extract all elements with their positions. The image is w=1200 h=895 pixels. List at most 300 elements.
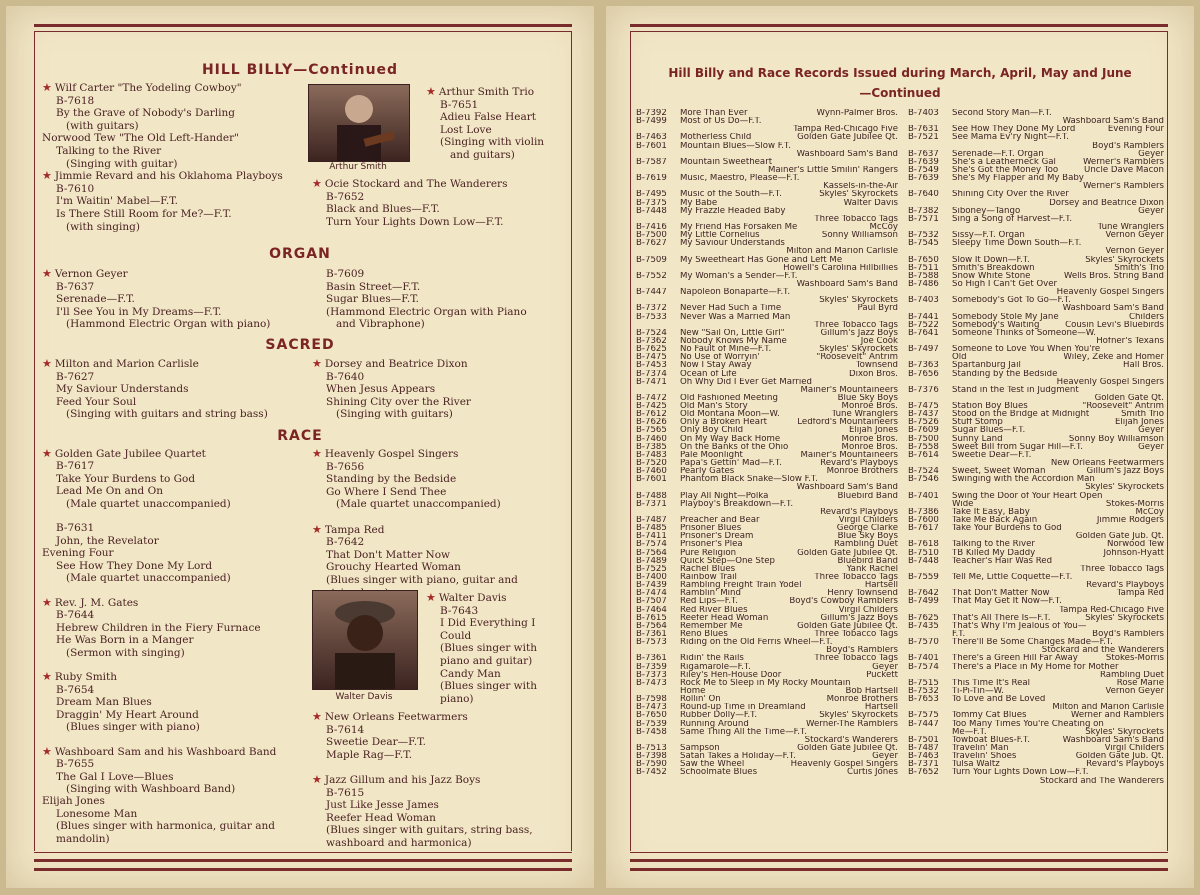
- catalog-number: B-7385: [636, 442, 667, 451]
- artist-name: George Clarke: [836, 524, 898, 533]
- song-title: Never Was a Married Man: [680, 312, 791, 321]
- catalog-number: B-7452: [636, 768, 667, 777]
- entry-text: Tampa Red: [324, 523, 385, 536]
- walter-davis-photo: [312, 590, 418, 690]
- star-icon: ★: [312, 522, 322, 536]
- record-row: [908, 410, 1164, 418]
- entry-text: Could: [440, 629, 472, 642]
- bottom-rule: [630, 859, 1168, 862]
- artist-name: New Orleans Feetwarmers: [1050, 459, 1164, 468]
- catalog-number: B-7371: [908, 760, 939, 769]
- artist-name: Skyles' Skyrockets: [819, 190, 898, 199]
- song-title: Prisoner Blues: [680, 524, 742, 533]
- record-row: [908, 231, 1164, 239]
- star-icon: ★: [42, 447, 52, 460]
- artist-name: Geyer: [1138, 149, 1164, 158]
- entry-line: [42, 498, 276, 510]
- bottom-rule: [34, 859, 572, 862]
- artist-name: Boyd's Cowboy Ramblers: [789, 597, 898, 606]
- entry-text: (Blues singer with guitars, string bass,: [326, 824, 533, 837]
- record-row: [908, 207, 1164, 215]
- artist-name: Hartsell: [864, 581, 898, 590]
- record-row: [908, 606, 1164, 614]
- artist-name: Milton and Marion Carlisle: [786, 247, 898, 256]
- entry-line: [42, 95, 283, 108]
- catalog-number: B-7485: [636, 524, 667, 533]
- song-title: Tommy Cat Blues: [952, 711, 1027, 720]
- catalog-number: B-7545: [908, 239, 939, 248]
- catalog-number: B-7416: [636, 222, 667, 232]
- song-title: Siboney—Tango: [952, 206, 1021, 215]
- catalog-number: B-7652: [908, 768, 939, 777]
- record-row: [636, 418, 898, 426]
- song-title: Sweet Bill from Sugar Hill—F.T.: [952, 442, 1084, 451]
- record-row: [636, 394, 898, 402]
- record-row: [636, 386, 898, 394]
- record-row: [908, 622, 1164, 630]
- entry-line: [42, 195, 283, 208]
- song-title: On My Way Back Home: [680, 434, 781, 443]
- catalog-number: B-7499: [908, 597, 939, 606]
- record-row: [636, 402, 898, 410]
- catalog-number: B-7447: [636, 288, 667, 297]
- song-title: Somebody's Got To Go—F.T.: [952, 296, 1071, 305]
- entry-text: Sweetie Dear—F.T.: [326, 736, 426, 749]
- entry-line: [312, 383, 471, 396]
- catalog-number: B-7472: [636, 393, 667, 403]
- record-row: [636, 451, 898, 459]
- record-row: [908, 133, 1164, 141]
- entry-line: [312, 306, 527, 319]
- entry-line: [426, 630, 537, 643]
- song-title: Rainbow Trail: [680, 573, 737, 582]
- entry-line: [426, 124, 544, 137]
- catalog-number: B-7521: [908, 133, 939, 142]
- artist-name: Skyles' Skyrockets: [1085, 613, 1164, 622]
- entry-text: Black and Blues—F.T.: [326, 203, 440, 216]
- entry-text: Jimmie Revard and his Oklahoma Playboys: [54, 170, 283, 183]
- sacred-col2: [312, 358, 471, 421]
- record-row: [908, 166, 1164, 174]
- record-row: [908, 142, 1164, 150]
- artist-name: Vernon Geyer: [1105, 686, 1164, 696]
- song-title: My Friend Has Forsaken Me: [680, 222, 798, 232]
- artist-name: Tampa Red: [1116, 589, 1164, 598]
- record-row: [636, 329, 898, 337]
- entry-line: [312, 724, 533, 737]
- song-title: Stood on the Bridge at Midnight: [952, 410, 1090, 419]
- artist-name: Skyles' Skyrockets: [1085, 483, 1164, 492]
- record-row: [908, 174, 1164, 182]
- catalog-number: B-7639: [908, 157, 939, 166]
- record-row: [636, 663, 898, 671]
- entry-text: (Male quartet unaccompanied): [336, 498, 501, 511]
- song-title: Riding on the Old Ferris Wheel—F.T.: [680, 638, 833, 647]
- record-row: [636, 133, 898, 141]
- catalog-number: B-7501: [908, 735, 939, 744]
- record-row: [636, 337, 898, 345]
- entry-text: Lost Love: [440, 123, 492, 136]
- record-row: [908, 760, 1164, 768]
- song-title: Stuff Stomp: [952, 418, 1003, 427]
- artist-name: Skyles' Skyrockets: [819, 345, 898, 354]
- top-rule: [630, 24, 1168, 27]
- song-title: Now I Stay Away: [680, 361, 752, 370]
- catalog-number: B-7398: [636, 752, 667, 761]
- bottom-rule-thin: [630, 852, 1168, 853]
- section-title-hillbilly: HILL BILLY—Continued: [201, 62, 399, 78]
- song-title: Travelin' Man: [952, 743, 1009, 753]
- record-row: [908, 589, 1164, 597]
- record-row: [636, 492, 898, 500]
- entry-line: [42, 771, 276, 783]
- artist-name: Geyer: [1138, 206, 1164, 215]
- entry-text: Dorsey and Beatrice Dixon: [324, 358, 468, 370]
- record-row: [908, 451, 1164, 459]
- catalog-number: B-7441: [908, 312, 939, 321]
- catalog-number: B-7510: [908, 548, 939, 557]
- record-row: [908, 215, 1164, 223]
- entry-line: [312, 371, 471, 384]
- entry-line: [312, 511, 518, 524]
- entry-text: Adieu False Heart: [440, 111, 536, 124]
- entry-line: [42, 158, 283, 171]
- entry-text: (Hammond Electric Organ with piano): [66, 318, 271, 331]
- star-icon: ★: [312, 710, 322, 723]
- song-title: Sampson: [680, 743, 720, 753]
- song-title: Too Many Times You're Cheating on: [952, 719, 1104, 728]
- entry-text: Vernon Geyer: [54, 268, 128, 280]
- entry-line: [42, 485, 276, 497]
- artist-name: Townsend: [855, 361, 898, 370]
- record-row: [636, 345, 898, 353]
- entry-line: [426, 617, 537, 630]
- entry-line: [42, 696, 276, 708]
- artist-line: [312, 178, 507, 191]
- entry-text: piano and guitar): [440, 654, 533, 667]
- entry-line: [42, 808, 276, 820]
- record-row: [636, 426, 898, 434]
- song-title: Turn Your Lights Down Low—F.T.: [952, 768, 1089, 777]
- artist-line: [312, 358, 471, 371]
- record-row: [636, 679, 898, 687]
- record-row: [908, 695, 1164, 703]
- sacred-col1: [42, 358, 268, 421]
- artist-name: Golden Gate Jubilee Qt.: [797, 621, 898, 630]
- entry-text: Dream Man Blues: [56, 696, 152, 709]
- song-title: My Saviour Understands: [680, 239, 785, 248]
- record-row: [908, 264, 1164, 272]
- page-title: Hill Billy and Race Records Issued during March, April, May and June: [668, 66, 1132, 80]
- song-title: New "Sail On, Little Girl": [680, 328, 785, 337]
- artist-name: Mainer's Mountaineers: [800, 385, 898, 394]
- entry-line: [42, 659, 276, 671]
- entry-line: [426, 149, 544, 162]
- catalog-number: B-7359: [636, 662, 667, 671]
- song-title: No Fault of Mine—F.T.: [680, 345, 772, 354]
- entry-line: [426, 111, 544, 124]
- song-title: Remember Me: [680, 621, 743, 630]
- record-row: [908, 247, 1164, 255]
- catalog-number: B-7625: [908, 613, 939, 622]
- entry-text: By the Grave of Nobody's Darling: [56, 107, 235, 120]
- star-icon: ★: [42, 744, 52, 758]
- entry-line: [312, 749, 533, 762]
- catalog-number: B-7435: [908, 621, 939, 630]
- song-title: Serenade—F.T. Organ: [952, 149, 1044, 158]
- song-title: Someone to Love You When You're: [952, 345, 1101, 354]
- right-page: [606, 6, 1194, 888]
- catalog-number: B-7588: [908, 271, 939, 280]
- record-row: [908, 313, 1164, 321]
- record-row: [636, 361, 898, 369]
- song-title: Same Thing All the Time—F.T.: [680, 727, 807, 736]
- artist-name: "Roosevelt" Antrim: [1082, 402, 1164, 411]
- entry-text: Draggin' My Heart Around: [56, 708, 199, 721]
- artist-line: [42, 358, 268, 371]
- artist-name: Elijah Jones: [1114, 418, 1164, 427]
- record-row: [636, 215, 898, 223]
- song-title: Standing by the Bedside: [952, 369, 1058, 378]
- artist-name: Three Tobacco Tags: [1080, 564, 1164, 574]
- song-title: Pale Moonlight: [680, 450, 743, 460]
- record-row: [908, 663, 1164, 671]
- left-border: [630, 31, 631, 851]
- catalog-number: B-7564: [636, 621, 667, 630]
- artist-name: Smith's Trio: [1114, 263, 1164, 272]
- catalog-number: B-7522: [908, 320, 939, 329]
- artist-name: Heavenly Gospel Singers: [1056, 288, 1164, 297]
- catalog-number: B-7373: [636, 670, 667, 679]
- entry-text: Feed Your Soul: [56, 395, 137, 408]
- record-row: [908, 573, 1164, 581]
- catalog-number: B-7656: [908, 369, 939, 378]
- walter-davis-caption: Walter Davis: [335, 692, 393, 702]
- song-title: Oh Why Did I Ever Get Married: [680, 377, 813, 386]
- catalog-number: B-7513: [636, 743, 667, 753]
- entry-text: (Male quartet unaccompanied): [66, 497, 231, 510]
- record-row: [636, 199, 898, 207]
- record-row: [908, 117, 1164, 125]
- catalog-number: B-7488: [636, 491, 667, 500]
- entry-text: Ruby Smith: [54, 671, 118, 684]
- artist-name: Virgil Childers: [1104, 743, 1164, 753]
- song-title: TB Killed My Daddy: [952, 548, 1036, 557]
- race-col1: [42, 448, 276, 845]
- artist-name: Boyd's Ramblers: [1092, 630, 1164, 639]
- song-title: Tulsa Waltz: [952, 760, 1000, 769]
- artist-name: Golden Gate Jubilee Qt.: [797, 133, 898, 142]
- catalog-number: B-7600: [908, 516, 939, 525]
- record-row: [908, 508, 1164, 516]
- song-title: Reno Blues: [680, 630, 728, 639]
- record-row: [636, 264, 898, 272]
- song-title: Reefer Head Woman: [680, 613, 769, 622]
- record-row: [908, 288, 1164, 296]
- record-row: [636, 467, 898, 475]
- artist-name: Gillum's Jazz Boys: [1086, 467, 1164, 476]
- song-title: Slow It Down—F.T.: [952, 255, 1030, 264]
- catalog-number: B-7473: [636, 678, 667, 687]
- artist-name: Skyles' Skyrockets: [1085, 255, 1164, 264]
- entry-line: [42, 208, 283, 221]
- catalog-number: B-7532: [908, 231, 939, 240]
- record-row: [636, 435, 898, 443]
- artist-line: [42, 746, 276, 758]
- artist-name: Sonny Boy Williamson: [1068, 434, 1164, 443]
- entry-line: [42, 408, 268, 421]
- catalog-number: B-7447: [908, 719, 939, 728]
- artist-name: Werner's Ramblers: [1082, 182, 1164, 191]
- record-row: [908, 500, 1164, 508]
- bottom-rule-2: [630, 868, 1168, 871]
- catalog-number: B-7539: [636, 719, 667, 728]
- entry-line: [312, 281, 527, 294]
- record-row: [908, 459, 1164, 467]
- artist-name: Hartsell: [864, 703, 898, 712]
- entry-line: [42, 293, 270, 306]
- record-row: [636, 760, 898, 768]
- catalog-number: B-7574: [636, 540, 667, 549]
- record-row: [636, 614, 898, 622]
- song-title: Pearly Gates: [680, 467, 735, 476]
- entry-text: (Blues singer with piano): [66, 720, 200, 733]
- song-title: Rigamarole—F.T.: [680, 662, 751, 671]
- artist-name: Tampa Red-Chicago Five: [1059, 605, 1164, 614]
- entry-text: B-7617: [56, 460, 95, 473]
- catalog-number: B-7626: [636, 418, 667, 427]
- song-title: There'll Be Some Changes Made—F.T.: [952, 638, 1113, 647]
- artist-name: Bluebird Band: [837, 556, 898, 565]
- record-row: [908, 150, 1164, 158]
- record-row: [908, 679, 1164, 687]
- entry-text: washboard and harmonica): [326, 836, 472, 849]
- entry-line: [312, 574, 518, 587]
- song-title: Motherless Child: [680, 133, 752, 142]
- song-title: Rock Me to Sleep in My Rocky Mountain: [680, 678, 851, 687]
- entry-text: He Was Born in a Manger: [56, 634, 194, 647]
- entry-line: [42, 281, 270, 294]
- artist-name: Stockard and the Wanderers: [1041, 646, 1164, 655]
- artist-name: Hall Bros.: [1123, 361, 1164, 370]
- artist-name: Puckett: [866, 670, 898, 679]
- catalog-number: B-7637: [908, 149, 939, 158]
- record-row: [908, 654, 1164, 662]
- entry-line: [426, 655, 537, 668]
- entry-text: B-7643: [440, 604, 479, 617]
- catalog-number: B-7617: [908, 524, 939, 533]
- record-row: [908, 467, 1164, 475]
- catalog-number: B-7400: [636, 573, 667, 582]
- record-row: [636, 117, 898, 125]
- catalog-number: B-7471: [636, 377, 667, 386]
- artist-name: Stockard and The Wanderers: [1039, 776, 1164, 785]
- entry-text: Wilf Carter "The Yodeling Cowboy": [54, 82, 242, 94]
- song-title: Red Lips—F.T.: [680, 597, 739, 606]
- record-row: [908, 711, 1164, 719]
- entry-text: B-7609: [326, 268, 365, 280]
- page-subtitle: —Continued: [859, 86, 941, 100]
- entry-line: [42, 721, 276, 733]
- entry-text: and guitars): [450, 148, 515, 161]
- artist-line: [426, 86, 544, 99]
- artist-name: Werner's Ramblers: [1082, 157, 1164, 166]
- song-title: Smith's Breakdown: [952, 263, 1035, 272]
- record-row: [636, 150, 898, 158]
- song-title: She's a Leatherneck Gal: [952, 157, 1056, 166]
- record-row: [636, 190, 898, 198]
- entry-text: (Blues singer with: [440, 680, 538, 693]
- song-title: Take Your Burdens to God: [952, 524, 1062, 533]
- entry-text: When Jesus Appears: [326, 383, 436, 396]
- entry-line: [312, 536, 518, 549]
- entry-line: [42, 120, 283, 133]
- catalog-number: B-7361: [636, 654, 667, 663]
- entry-text: My Saviour Understands: [56, 383, 189, 396]
- artist-line: [42, 671, 276, 683]
- artist-name: Vernon Geyer: [1105, 247, 1164, 256]
- song-title: Second Story Man—F.T.: [952, 109, 1052, 118]
- record-row: [636, 711, 898, 719]
- record-row: [908, 256, 1164, 264]
- record-row: [636, 459, 898, 467]
- catalog-number: B-7619: [636, 174, 667, 183]
- song-title: No Use of Worryin': [680, 353, 760, 362]
- record-row: [908, 182, 1164, 190]
- record-row: [636, 142, 898, 150]
- catalog-number: B-7650: [636, 711, 667, 720]
- record-list-col2: [908, 109, 1164, 785]
- song-title: Running Around: [680, 719, 749, 728]
- entry-line: [312, 473, 518, 486]
- record-row: [908, 199, 1164, 207]
- song-title: Red River Blues: [680, 605, 748, 614]
- entry-line: [42, 783, 276, 795]
- catalog-number: B-7571: [908, 214, 939, 223]
- song-title: Quick Step—One Step: [680, 556, 775, 565]
- section-title-race: RACE: [277, 428, 323, 444]
- song-title: Pure Religion: [680, 548, 737, 557]
- song-title: Phantom Black Snake—Slow F.T.: [680, 475, 818, 484]
- catalog-number: B-7574: [908, 662, 939, 671]
- catalog-number: B-7401: [908, 654, 939, 663]
- catalog-number: B-7497: [908, 345, 939, 354]
- entry-text: B-7642: [326, 536, 365, 549]
- catalog-number: B-7362: [636, 336, 667, 346]
- song-title: She's My Flapper and My Baby: [952, 174, 1084, 183]
- artist-name: Walter Davis: [843, 198, 898, 207]
- record-row: [636, 370, 898, 378]
- entry-text: The Gal I Love—Blues: [56, 770, 174, 783]
- record-row: [636, 573, 898, 581]
- song-title: Preacher and Bear: [680, 516, 760, 525]
- artist-name: Tampa Red-Chicago Five: [793, 125, 898, 134]
- record-row: [908, 581, 1164, 589]
- record-row: [908, 394, 1164, 402]
- song-title: Rollin' On: [680, 695, 721, 704]
- artist-name: Kassels-in-the-Air: [823, 182, 898, 191]
- catalog-number: B-7532: [908, 686, 939, 696]
- catalog-number: B-7403: [908, 109, 939, 118]
- song-title: That's Why I'm Jealous of You—: [952, 621, 1087, 630]
- record-row: [636, 752, 898, 760]
- artist-name: Mainer's Mountaineers: [800, 450, 898, 460]
- artist-name: Rambling Duet: [1099, 670, 1164, 679]
- record-row: [908, 296, 1164, 304]
- artist-name: Dorsey and Beatrice Dixon: [1049, 198, 1164, 207]
- artist-name: Jimmie Rodgers: [1096, 516, 1164, 525]
- star-icon: ★: [426, 85, 436, 98]
